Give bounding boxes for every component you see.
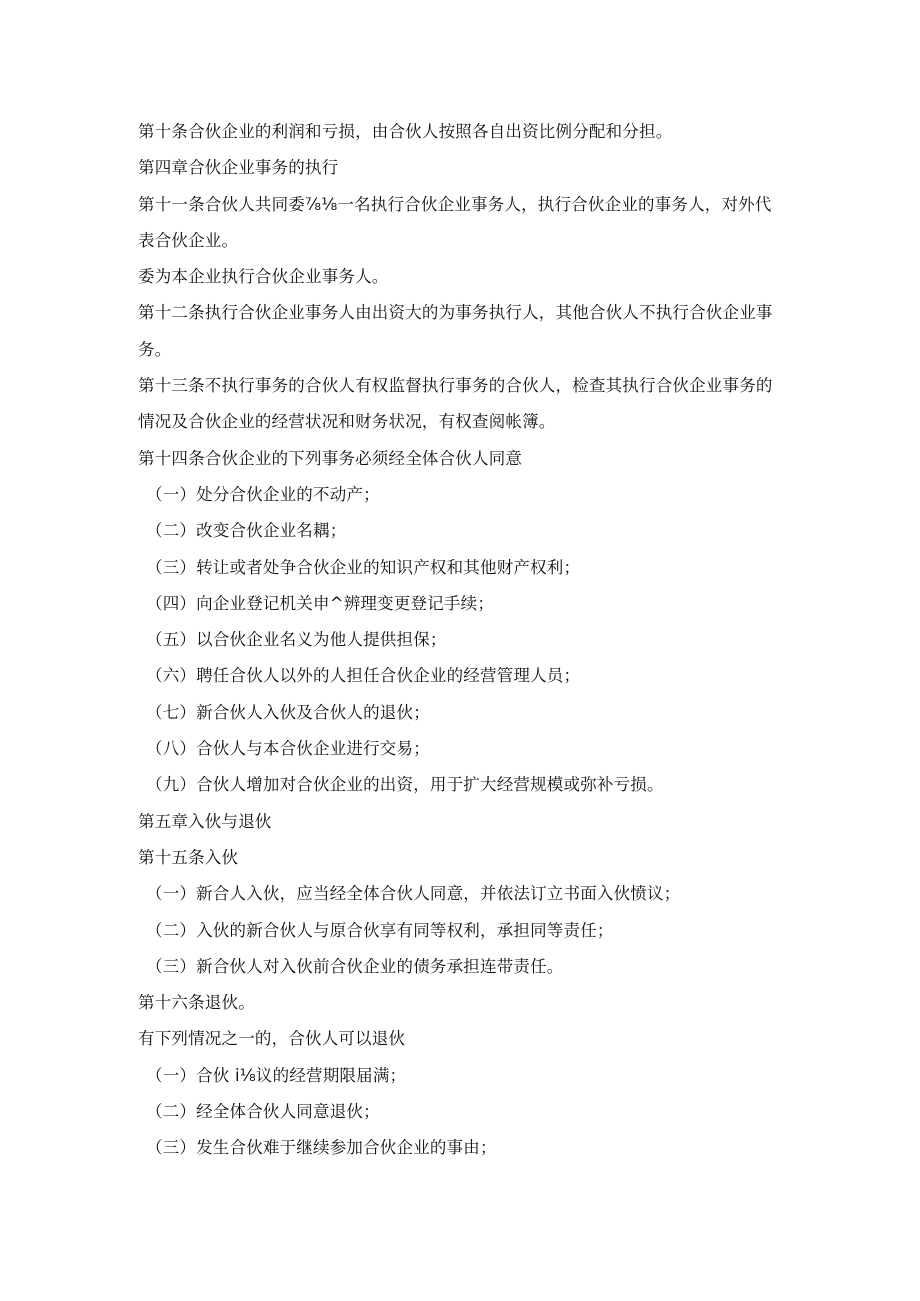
- list-item: （三）新合伙人对入伙前合伙企业的债务承担连带责任。: [146, 956, 564, 976]
- list-item: （三）发生合伙难于继续参加合伙企业的事由；: [146, 1138, 497, 1158]
- list-item: （二）入伙的新合伙人与原合伙享有同等权利，承担同等责任；: [146, 920, 614, 940]
- list-item: （四）向企业登记机关申^辨理变更登记手续；: [146, 593, 495, 613]
- list-item: （七）新合伙人入伙及合伙人的退伙；: [146, 702, 430, 722]
- list-item: （八）合伙人与本合伙企业进行交易；: [146, 739, 430, 759]
- list-item: （五）以合伙企业名义为他人提供担保；: [146, 630, 447, 650]
- chapter-4-heading: 第四章合伙企业事务的执行: [138, 158, 339, 178]
- paragraph-article-12: 第十二条执行合伙企业事务人由出资大的为事务执行人，其他合伙人不执行合伙企业事务。: [138, 303, 773, 359]
- paragraph-article-10: 第十条合伙企业的利润和亏损，由合伙人按照各自出资比例分配和分担。: [138, 122, 673, 141]
- paragraph-withdrawal-intro: 有下列情况之一的，合伙人可以退伙: [138, 1029, 406, 1049]
- list-item: （二）改变合伙企业名耦；: [146, 521, 347, 541]
- list-item: （一）合伙 i⅛议的经营期限届满；: [146, 1065, 407, 1085]
- paragraph-article-15: 第十五条入伙: [138, 847, 239, 867]
- paragraph-article-11: 第十一条合伙人共同委⅞⅛一名执行合伙企业事务人，执行合伙企业的事务人，对外代表合伙企业。: [138, 194, 772, 250]
- list-item: （二）经全体合伙人同意退伙；: [146, 1102, 380, 1122]
- document-body: [138, 114, 778, 1167]
- paragraph-appointment: 委为本企业执行合伙企业事务人。: [138, 267, 389, 287]
- paragraph-article-14: 第十四条合伙企业的下列事务必须经全体合伙人同意: [138, 448, 523, 468]
- list-item: （一）处分合伙企业的不动产；: [146, 484, 380, 504]
- paragraph-article-16: 第十六条退伙。: [138, 993, 255, 1013]
- chapter-5-heading: 第五章入伙与退伙: [138, 811, 272, 831]
- list-item: （六）聘任合伙人以外的人担任合伙企业的经营管理人员；: [146, 666, 581, 686]
- list-item: （三）转让或者处争合伙企业的知识产权和其他财产权利；: [146, 557, 581, 577]
- list-item: （九）合伙人增加对合伙企业的出资，用于扩大经营规模或弥补亏损。: [146, 775, 664, 795]
- list-item: （一）新合人入伙，应当经全体合伙人同意，并依法订立书面入伙愤议；: [146, 884, 681, 904]
- paragraph-article-13: 第十三条不执行事务的合伙人有权监督执行事务的合伙人，检查其执行合伙企业事务的情况及合伙企业的经营状况和财务状况，有权查阅帐簿。: [138, 376, 773, 432]
